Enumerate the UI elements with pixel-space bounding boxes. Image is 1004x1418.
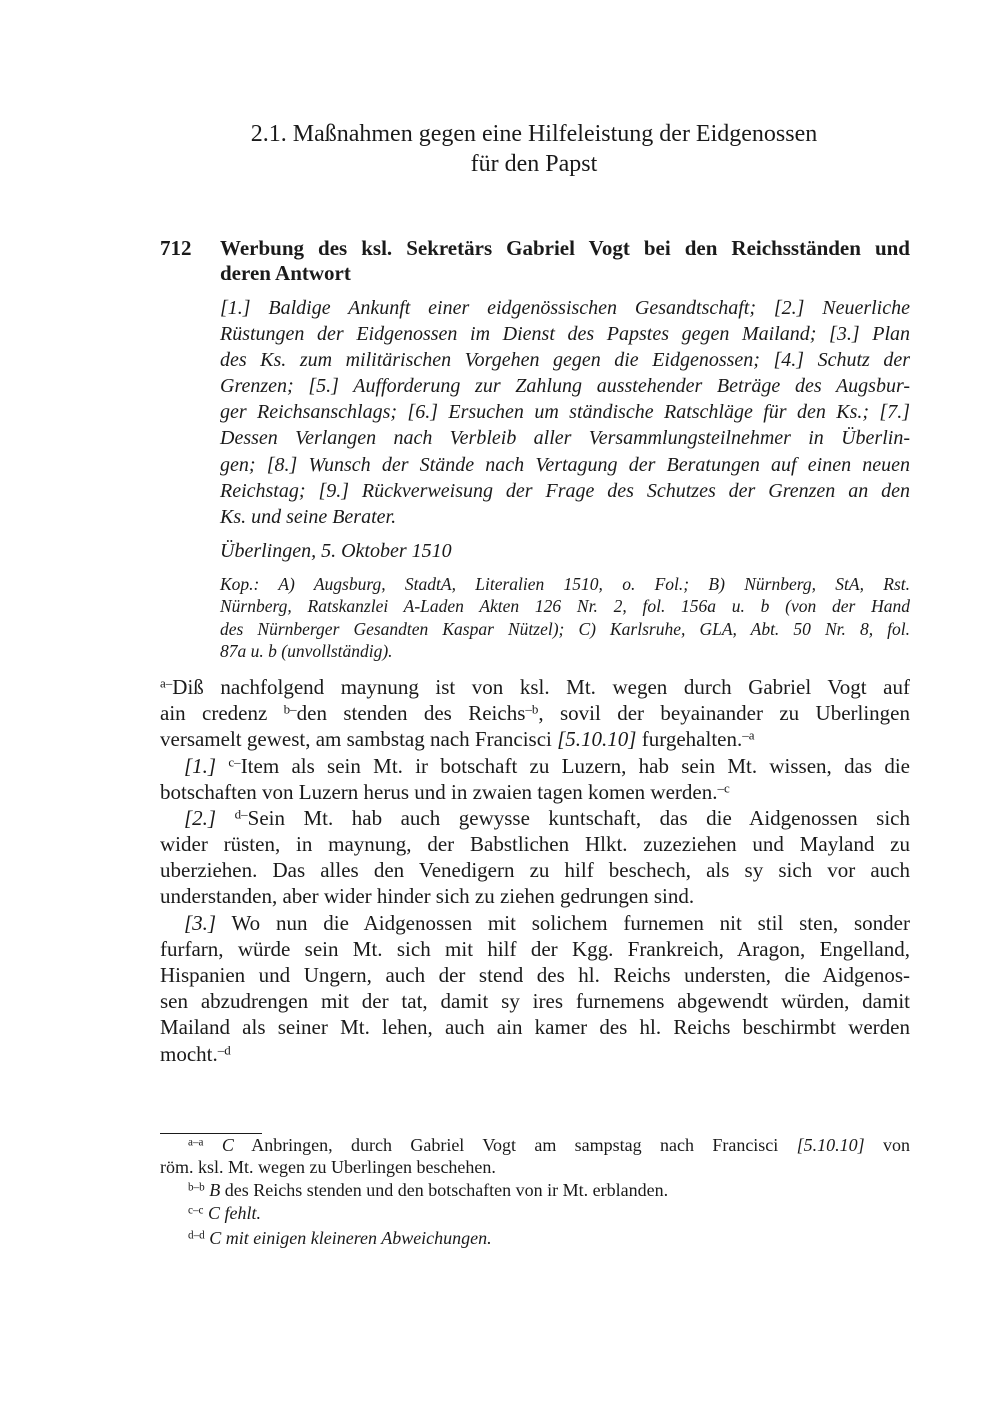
text-segment: Werbung des ksl. Sekretärs Gabriel Vogt bei den Reichsständen und xyxy=(220,236,910,260)
summary-line xyxy=(220,297,910,320)
body-line xyxy=(184,754,910,779)
body-line xyxy=(160,701,910,726)
text-segment: röm. ksl. Mt. wegen zu Uberlingen beschehen. xyxy=(160,1157,496,1177)
section-title-line-2: für den Papst xyxy=(470,151,598,177)
summary-line xyxy=(220,323,910,346)
entry-heading-line xyxy=(220,236,910,261)
text-segment: sen abzudrengen mit der tat, damit sy ires furnemens abgewendt würden, damit xyxy=(160,989,910,1013)
footnote-marker: c– xyxy=(228,754,241,770)
body-line xyxy=(160,727,910,752)
footnote-line xyxy=(188,1228,910,1249)
text-segment xyxy=(216,806,235,830)
text-segment: Kop.: A) Augsburg, StadtA, Literalien 1510, o. Fol.; B) Nürnberg, StA, Rst. xyxy=(220,574,910,594)
text-segment: [1.] Baldige Ankunft einer eidgenössischen Gesandtschaft; [2.] Neuerliche xyxy=(220,297,910,319)
summary-line xyxy=(220,401,910,424)
text-segment: furfarn, würde sein Mt. sich mit hilf der Kgg. Frankreich, Aragon, Engelland, xyxy=(160,937,910,961)
text-segment: ger Reichsanschlags; [6.] Ersuchen um ständische Ratschläge für den Ks.; [7.] xyxy=(220,401,910,423)
footnote-marker: a– xyxy=(160,675,173,691)
text-segment: Grenzen; [5.] Aufforderung zur Zahlung ausstehender Beträge des Augsbur- xyxy=(220,375,910,397)
text-segment: Überlingen, 5. Oktober 1510 xyxy=(220,540,452,562)
italic-text: C xyxy=(221,1135,234,1155)
source-line xyxy=(220,619,910,640)
footnote-marker: –b xyxy=(525,701,539,717)
text-segment: des Nürnberger Gesandten Kaspar Nützel); C) Karlsruhe, GLA, Abt. 50 Nr. 8, fol. xyxy=(220,619,910,639)
text-segment: Diß nachfolgend maynung ist von ksl. Mt. wegen durch Gabriel Vogt auf xyxy=(172,675,910,699)
italic-text: [3.] xyxy=(184,911,217,935)
text-segment: furgehalten. xyxy=(636,727,743,751)
text-segment: des Ks. zum militärischen Vorgehen gegen die Eidgenossen; [4.] Schutz der xyxy=(220,349,910,371)
summary-line xyxy=(220,506,910,529)
summary-line xyxy=(220,375,910,398)
body-line xyxy=(160,963,910,988)
footnote-marker: d–d xyxy=(188,1229,205,1242)
summary-line xyxy=(220,480,910,503)
italic-text: [5.10.10] xyxy=(557,727,637,751)
footnote-line xyxy=(160,1157,910,1178)
body-line xyxy=(160,1015,910,1040)
section-title: 2.1. Maßnahmen gegen eine Hilfeleistung der Eidgenossen xyxy=(250,121,818,147)
body-line xyxy=(160,858,910,883)
text-segment: deren Antwort xyxy=(220,261,351,285)
footnote-marker: –a xyxy=(742,727,755,743)
footnote-marker: –d xyxy=(217,1042,231,1058)
body-line xyxy=(184,911,910,936)
footnote-rule xyxy=(160,1133,262,1134)
italic-text: C mit einigen kleineren Abweichungen. xyxy=(209,1228,492,1248)
text-segment: ain credenz xyxy=(160,701,284,725)
text-segment: gen; [8.] Wunsch der Stände nach Vertagung der Beratungen auf einen neuen xyxy=(220,454,910,476)
footnote-line xyxy=(188,1180,910,1201)
text-segment: Sein Mt. hab auch gewysse kuntschaft, das die Aidgenossen sich xyxy=(247,806,910,830)
source-line xyxy=(220,641,910,662)
text-segment: , sovil der beyainander zu Uberlingen xyxy=(538,701,910,725)
text-segment xyxy=(203,1135,221,1155)
body-line xyxy=(160,1042,910,1067)
footnote-marker: b– xyxy=(283,701,297,717)
text-segment: understanden, aber wider hinder sich zu ziehen gedrungen sind. xyxy=(160,884,695,908)
footnote-marker: a–a xyxy=(188,1136,204,1149)
body-line xyxy=(160,780,910,805)
text-segment: Wo nun die Aidgenossen mit solichem furnemen nit stil sten, sonder xyxy=(216,911,910,935)
summary-line xyxy=(220,454,910,477)
text-segment: Anbringen, durch Gabriel Vogt am sampstag nach Francisci xyxy=(233,1135,797,1155)
italic-text: B xyxy=(209,1180,221,1200)
text-segment: des Reichs stenden und den botschaften von ir Mt. erblanden. xyxy=(220,1180,669,1200)
source-line xyxy=(220,574,910,595)
text-segment: mocht. xyxy=(160,1042,218,1066)
text-segment: Item als sein Mt. ir botschaft zu Luzern, hab sein Mt. wissen, das die xyxy=(240,754,911,778)
italic-text: [1.] xyxy=(184,754,217,778)
footnote-marker: c–c xyxy=(188,1204,204,1217)
entry-date xyxy=(220,540,910,563)
body-line xyxy=(160,989,910,1014)
summary-line xyxy=(220,349,910,372)
text-segment: den stenden des Reichs xyxy=(296,701,526,725)
text-segment: botschaften von Luzern herus und in zwaien tagen komen werden. xyxy=(160,780,718,804)
italic-text: [2.] xyxy=(184,806,217,830)
text-segment: wider rüsten, in maynung, der Babstlichen Hlkt. zuzeziehen und Mayland zu xyxy=(160,832,910,856)
entry-number: 712 xyxy=(160,236,192,260)
entry-heading-line xyxy=(220,261,910,286)
text-segment: Nürnberg, Ratskanzlei A-Laden Akten 126 Nr. 2, fol. 156a u. b (von der Hand xyxy=(220,596,910,616)
source-line xyxy=(220,596,910,617)
body-line xyxy=(160,937,910,962)
body-line xyxy=(160,675,910,700)
footnote-line xyxy=(188,1135,910,1156)
text-segment: von xyxy=(864,1135,910,1155)
text-segment: Reichstag; [9.] Rückverweisung der Frage des Schutzes der Grenzen an den xyxy=(220,480,910,502)
footnote-marker: b–b xyxy=(188,1181,205,1194)
text-segment: Mailand als seiner Mt. lehen, auch ain kamer des hl. Reichs beschirmbt werden xyxy=(160,1015,910,1039)
text-segment: Rüstungen der Eidgenossen im Dienst des Papstes gegen Mailand; [3.] Plan xyxy=(220,323,910,345)
footnote-marker: –c xyxy=(717,780,730,796)
italic-text: [5.10.10] xyxy=(796,1135,865,1155)
footnote-marker: d– xyxy=(234,806,248,822)
body-line xyxy=(160,884,910,909)
body-line xyxy=(184,806,910,831)
text-segment: Hispanien und Ungern, auch der stend des hl. Reichs understen, die Aidgenos- xyxy=(160,963,910,987)
summary-line xyxy=(220,427,910,450)
text-segment: uberziehen. Das alles den Venedigern zu hilf beschech, als sy sich vor auch xyxy=(160,858,910,882)
text-segment: 87a u. b (unvollständig). xyxy=(220,641,393,661)
text-segment: versamelt gewest, am sambstag nach Francisci xyxy=(160,727,558,751)
italic-text: C fehlt. xyxy=(207,1203,261,1223)
footnote-line xyxy=(188,1203,910,1224)
text-segment: Dessen Verlangen nach Verbleib aller Versammlungsteilnehmer in Überlin- xyxy=(220,427,910,449)
body-line xyxy=(160,832,910,857)
text-segment xyxy=(216,754,228,778)
text-segment: Ks. und seine Berater. xyxy=(220,506,397,528)
